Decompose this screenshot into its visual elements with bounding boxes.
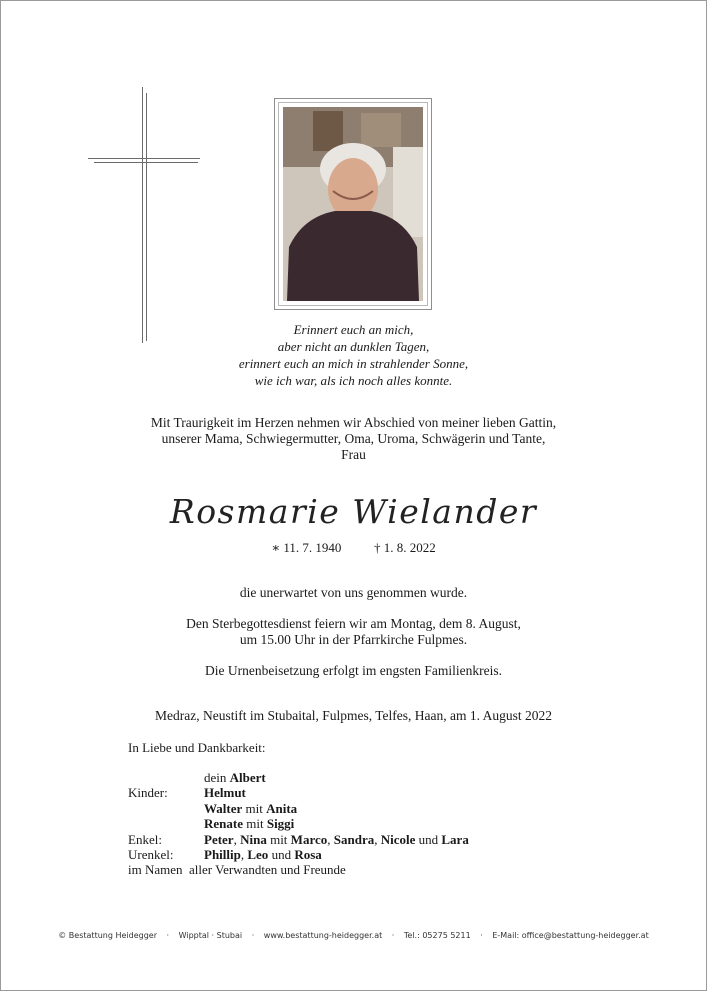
enkel-label: Enkel: (128, 831, 162, 847)
poem-line: Erinnert euch an mich, (293, 322, 414, 337)
spouse-name: Albert (229, 770, 266, 785)
place-date: Medraz, Neustift im Stubaital, Fulpmes, Telfes, Haan, am 1. August 2022 (155, 708, 552, 723)
birth-star-icon: ∗ (271, 540, 281, 555)
taken-text: die unerwartet von uns genommen wurde. (239, 585, 468, 600)
service-text (0, 616, 707, 648)
family-row-closing (128, 862, 469, 877)
footer-copyright: © Bestattung Heidegger (58, 931, 157, 940)
poem-line: erinnert euch an mich in strahlender Sonne, (238, 356, 469, 371)
service-line: Den Sterbegottesdienst feiern wir am Montag, dem 8. August, (186, 616, 521, 631)
poem-line: wie ich war, als ich noch alles konnte. (254, 373, 453, 388)
family-row-kind2: Walter mit Anita (204, 800, 298, 816)
intro-text (0, 415, 707, 463)
family-row-urenkel: Urenkel: Phillip , Leo und Rosa (128, 847, 322, 863)
footer: © Bestattung Heidegger · Wipptal · Stubai · www.bestattung-heidegger.at · Tel.: 05275 5211 · E-Mail: office@bestattung-heidegger.at (58, 931, 649, 940)
deceased-name: Rosmarie Wielander (169, 492, 538, 531)
family-list (128, 770, 469, 878)
urn-text: Die Urnenbeisetzung erfolgt im engsten Familienkreis. (205, 663, 502, 678)
birth-date: 11. 7. 1940 (283, 540, 342, 555)
intro-line: unserer Mama, Schwiegermutter, Oma, Uroma, Schwägerin und Tante, (161, 431, 546, 446)
death-cross-icon: † (373, 540, 381, 555)
footer-phone: Tel.: 05275 5211 (403, 931, 471, 940)
cross-icon (88, 87, 200, 343)
family-row-enkel: Enkel: Peter , Nina mit Marco , Sandra , Nicole und Lara (128, 831, 469, 847)
family-row-kind3: Renate mit Siggi (204, 816, 295, 832)
intro-line: Mit Traurigkeit im Herzen nehmen wir Abschied von meiner lieben Gattin, (150, 415, 557, 430)
footer-region: Wipptal · Stubai (178, 931, 243, 940)
family-row-kinder: Kinder: Helmut (128, 785, 246, 801)
portrait-photo (283, 107, 423, 301)
family-row-spouse: dein Albert (204, 770, 266, 785)
death-date: 1. 8. 2022 (383, 540, 436, 555)
poem (0, 321, 707, 389)
portrait-frame (274, 98, 432, 310)
closing-text: im Namen aller Verwandten und Freunde (128, 862, 346, 878)
poem-line: aber nicht an dunklen Tagen, (277, 339, 430, 354)
footer-website-link[interactable]: www.bestattung-heidegger.at (263, 931, 383, 940)
life-dates (0, 540, 707, 556)
service-line: um 15.00 Uhr in der Pfarrkirche Fulpmes. (239, 632, 468, 647)
thanks-heading: In Liebe und Dankbarkeit: (128, 740, 266, 755)
kinder-label: Kinder: (128, 785, 168, 801)
intro-line: Frau (341, 447, 366, 462)
footer-email-link[interactable]: E-Mail: office@bestattung-heidegger.at (492, 931, 649, 940)
urenkel-label: Urenkel: (128, 847, 174, 863)
